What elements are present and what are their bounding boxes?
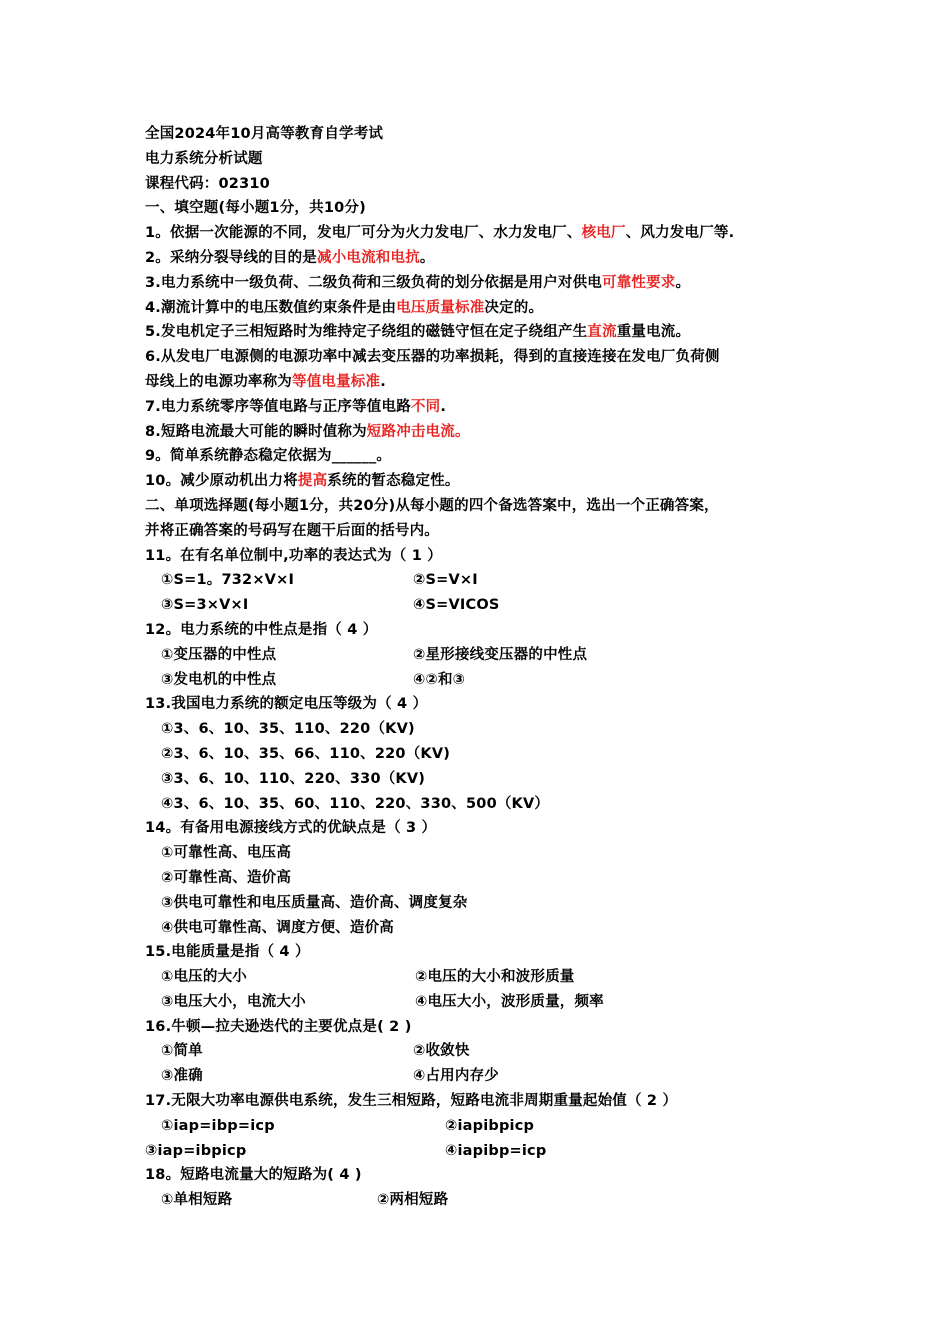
option-b: ②星形接线变压器的中性点 xyxy=(413,646,588,663)
option-a: ①S=1。732×V×I xyxy=(161,572,295,589)
question-11-stem: 11。在有名单位制中,功率的表达式为（ 1 ） xyxy=(145,547,442,564)
answer-7: 不同 xyxy=(410,398,441,415)
question-11-options-cd xyxy=(145,593,815,618)
question-16-stem: 16.牛顿—拉夫逊迭代的主要优点是( 2 ) xyxy=(145,1018,412,1035)
answer-5: 直流 xyxy=(587,324,617,341)
option-b: ②两相短路 xyxy=(377,1192,449,1209)
answer-8: 短路冲击电流。 xyxy=(366,423,470,440)
option-b: ②可靠性高、造价高 xyxy=(161,869,292,886)
option-a: ①变压器的中性点 xyxy=(161,646,277,663)
answer-4: 电压质量标准 xyxy=(396,299,485,316)
option-c: ③发电机的中性点 xyxy=(161,671,277,688)
question-18-options-ab xyxy=(145,1188,815,1213)
question-8: 8.短路电流最大可能的瞬时值称为短路冲击电流。 xyxy=(145,423,470,440)
option-c: ③iap=ibpicp xyxy=(145,1142,247,1159)
question-17-options-cd xyxy=(145,1139,815,1164)
question-5: 5.发电机定子三相短路时为维持定子绕组的磁链守恒在定子绕组产生直流重量电流。 xyxy=(145,324,691,341)
question-14-stem: 14。有备用电源接线方式的优缺点是（ 3 ） xyxy=(145,820,437,837)
question-6-line1: 6.从发电厂电源侧的电源功率中减去变压器的功率损耗，得到的直接连接在发电厂负荷侧 xyxy=(145,349,720,366)
question-18-stem: 18。短路电流量大的短路为( 4 ) xyxy=(145,1167,362,1184)
question-11-options-ab xyxy=(145,568,815,593)
answer-2: 减小电流和电抗 xyxy=(317,249,420,266)
option-c: ③S=3×V×I xyxy=(161,597,249,614)
question-13-stem: 13.我国电力系统的额定电压等级为（ 4 ） xyxy=(145,696,428,713)
question-15-options-cd xyxy=(145,990,815,1015)
option-b: ②3、6、10、35、66、110、220（KV) xyxy=(161,745,451,762)
option-a: ①电压的大小 xyxy=(161,969,247,986)
option-b: ②收敛快 xyxy=(413,1043,470,1060)
option-b: ②iapibpicp xyxy=(445,1117,535,1134)
question-10: 10。减少原动机出力将提高系统的暂态稳定性。 xyxy=(145,473,460,490)
question-15-stem: 15.电能质量是指（ 4 ） xyxy=(145,944,310,961)
question-9: 9。简单系统静态稳定依据为______。 xyxy=(145,448,392,465)
question-2: 2。采纳分裂导线的目的是减小电流和电抗。 xyxy=(145,249,435,266)
option-c: ③电压大小，电流大小 xyxy=(161,993,306,1010)
option-a: ①简单 xyxy=(161,1043,203,1060)
option-d: ④3、6、10、35、60、110、220、330、500（KV） xyxy=(161,795,550,812)
question-3: 3.电力系统中一级负荷、二级负荷和三级负荷的划分依据是用户对供电可靠性要求。 xyxy=(145,274,691,291)
option-d: ④供电可靠性高、调度方便、造价高 xyxy=(161,919,394,936)
exam-page xyxy=(145,122,815,1213)
exam-title: 全国2024年10月高等教育自学考试 xyxy=(145,126,384,142)
answer-3: 可靠性要求 xyxy=(602,274,676,291)
option-a: ①3、6、10、35、110、220（KV) xyxy=(161,721,415,738)
course-code: 课程代码：02310 xyxy=(145,175,270,192)
exam-subject: 电力系统分析试题 xyxy=(145,150,263,167)
option-c: ③供电可靠性和电压质量高、造价高、调度复杂 xyxy=(161,894,468,911)
section2-heading-line1: 二、单项选择题(每小题1分，共20分)从每小题的四个备选答案中，选出一个正确答案， xyxy=(145,497,719,514)
section2-heading-line2: 并将正确答案的号码写在题干后面的括号内。 xyxy=(145,522,439,539)
option-c: ③3、6、10、110、220、330（KV) xyxy=(161,770,426,787)
question-4: 4.潮流计算中的电压数值约束条件是由电压质量标准决定的。 xyxy=(145,299,544,316)
option-a: ①可靠性高、电压高 xyxy=(161,845,292,862)
question-17-stem: 17.无限大功率电源供电系统，发生三相短路，短路电流非周期重量起始值（ 2 ） xyxy=(145,1093,678,1110)
option-a: ①单相短路 xyxy=(161,1192,233,1209)
question-17-options-ab xyxy=(145,1114,815,1139)
question-6-line2: 母线上的电源功率称为等值电量标准. xyxy=(145,373,386,390)
option-a: ①iap=ibp=icp xyxy=(161,1117,275,1134)
question-1: 1。依据一次能源的不同，发电厂可分为火力发电厂、水力发电厂、核电厂、风力发电厂等. xyxy=(145,225,735,242)
answer-1: 核电厂 xyxy=(581,225,626,242)
option-b: ②电压的大小和波形质量 xyxy=(415,969,575,986)
question-12-options-cd xyxy=(145,668,815,693)
question-16-options-cd xyxy=(145,1064,815,1089)
question-15-options-ab xyxy=(145,965,815,990)
option-d: ④占用内存少 xyxy=(413,1068,499,1085)
option-d: ④②和③ xyxy=(413,671,466,688)
option-d: ④S=VICOS xyxy=(413,597,500,614)
question-16-options-ab xyxy=(145,1039,815,1064)
answer-6: 等值电量标准 xyxy=(292,373,381,390)
option-b: ②S=V×I xyxy=(413,572,478,589)
question-12-stem: 12。电力系统的中性点是指（ 4 ） xyxy=(145,621,378,638)
question-12-options-ab xyxy=(145,643,815,668)
option-c: ③准确 xyxy=(161,1068,203,1085)
question-7: 7.电力系统零序等值电路与正序等值电路不同. xyxy=(145,398,447,415)
answer-10: 提高 xyxy=(297,473,328,490)
option-d: ④电压大小，波形质量，频率 xyxy=(415,993,604,1010)
option-d: ④iapibp=icp xyxy=(445,1142,547,1159)
section1-heading: 一、填空题(每小题1分，共10分) xyxy=(145,200,366,217)
